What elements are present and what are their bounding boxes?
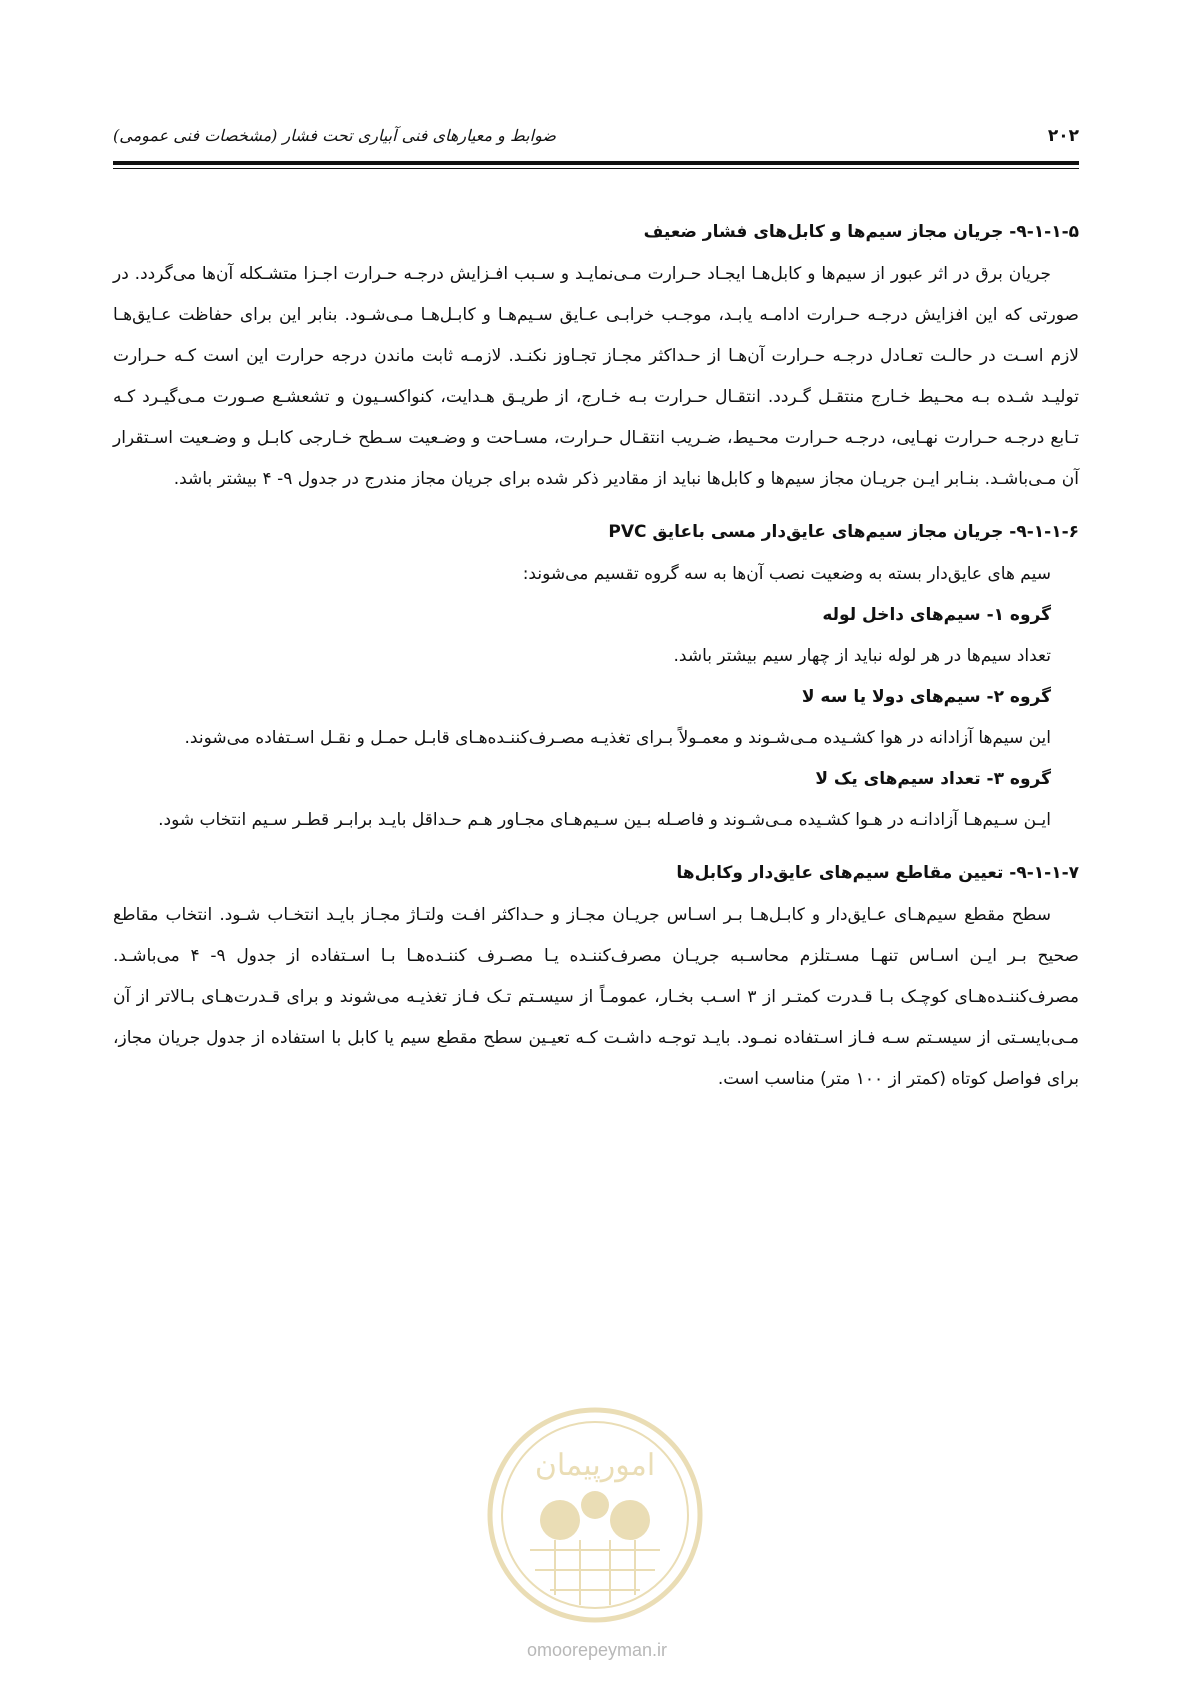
group-3-text: ایـن سـیم‌هـا آزادانـه در هـوا کشـیده مـی‌شـوند و فاصـله بـین سـیم‌هـای مجـاور هـم حـداقل بایـد برابـر قطـر سـیم انتخاب شود. bbox=[158, 810, 1051, 830]
header-title: ضوابط و معیارهای فنی آبیاری تحت فشار (مشخصات فنی عمومی) bbox=[113, 126, 556, 145]
header-rule-thin bbox=[113, 168, 1079, 169]
watermark-seal-icon bbox=[480, 1400, 710, 1630]
watermark-site: omoorepeyman.ir bbox=[526, 1640, 668, 1660]
section-heading-6: ۹-۱-۱-۶- جریان مجاز سیم‌های عایق‌دار مسی باعایق PVC bbox=[608, 522, 1079, 542]
watermark-logo-text: امورپیمان bbox=[534, 1448, 656, 1483]
section-5-paragraph: جریان برق در اثر عبور از سیم‌ها و کابل‌هـا ایجـاد حـرارت مـی‌نمایـد و سـبب افـزایش درجـه حـرارت اجـزا متشـکله آن‌ها می‌گردد. در صورتی که این افزایش درجـه حـرارت ادامـه یابـد، موجـب خرابـی عـایق سـیم‌هـا و کابـل‌هـا مـی‌شـود. بنابر این برای حفاظت عـایق‌هـا لازم اسـت در حالـت تعـادل درجـه حـرارت آن‌هـا از حـداکثر مجـاز تجـاوز نکنـد. لازمـه ثابت ماندن درجه حرارت این است کـه حـرارت تولیـد شـده بـه محـیط خـارج منتقـل گـردد. انتقـال حـرارت بـه خـارج، از طریـق هـدایت، کنواکسـیون و تشعشـع صـورت مـی‌گیـرد کـه تـابع درجـه حـرارت نهـایی، درجـه حـرارت محـیط، ضـریب انتقـال حـرارت، مسـاحت و وضـعیت سـطح خـارجی کابـل و وضـعیت اسـتقرار آن مـی‌باشـد. بنـابر ایـن جریـان مجاز سیم‌ها و کابل‌ها نباید از مقادیر ذکر شده برای جریان مجاز مندرج در جدول ۹- ۴ بیشتر باشد. bbox=[113, 264, 1079, 489]
page-number: ۲۰۲ bbox=[1047, 126, 1079, 146]
section-7-paragraph: سطح مقطع سیم‌هـای عـایق‌دار و کابـل‌هـا بـر اسـاس جریـان مجـاز و حـداکثر افـت ولتـاژ مجـاز بایـد انتخـاب شـود. انتخاب مقاطع صحیح بـر ایـن اسـاس تنهـا مسـتلزم محاسـبه جریـان مصرف‌کننـده یـا مصـرف کننـده‌هـا بـا اسـتفاده از جدول ۹- ۴ می‌باشـد. مصرف‌کننـده‌هـای کوچـک بـا قـدرت کمتـر از ۳ اسـب بخـار، عمومـاً از سیسـتم تـک فـاز تغذیـه می‌شوند و برای قـدرت‌هـای بـالاتر از آن مـی‌بایسـتی از سیسـتم سـه فـاز اسـتفاده نمـود. بایـد توجـه داشـت کـه تعیـین سطح مقطع سیم یا کابل با استفاده از جدول جریان مجاز، برای فواصل کوتاه (کمتر از ۱۰۰ متر) مناسب است. bbox=[113, 905, 1079, 1089]
group-1-heading: گروه ۱- سیم‌های داخل لوله bbox=[822, 605, 1051, 625]
section-heading-5: ۹-۱-۱-۵- جریان مجاز سیم‌ها و کابل‌های فشار ضعیف bbox=[643, 222, 1079, 242]
running-header bbox=[113, 126, 1079, 156]
page-content bbox=[113, 210, 1079, 1100]
section-6-intro: سیم های عایق‌دار بسته به وضعیت نصب آن‌ها به سه گروه تقسیم می‌شوند: bbox=[522, 564, 1051, 584]
group-1-text: تعداد سیم‌ها در هر لوله نباید از چهار سیم بیشتر باشد. bbox=[673, 646, 1051, 666]
group-2-heading: گروه ۲- سیم‌های دولا یا سه لا bbox=[801, 687, 1051, 707]
group-3-heading: گروه ۳- تعداد سیم‌های یک لا bbox=[815, 769, 1051, 789]
group-2-text: این سیم‌ها آزادانه در هوا کشـیده مـی‌شـوند و معمـولاً بـرای تغذیـه مصـرف‌کننـده‌هـای قابـل حمـل و نقـل اسـتفاده می‌شوند. bbox=[184, 728, 1051, 748]
section-heading-7: ۹-۱-۱-۷- تعیین مقاطع سیم‌های عایق‌دار وکابل‌ها bbox=[676, 863, 1079, 883]
header-rule-thick bbox=[113, 161, 1079, 165]
